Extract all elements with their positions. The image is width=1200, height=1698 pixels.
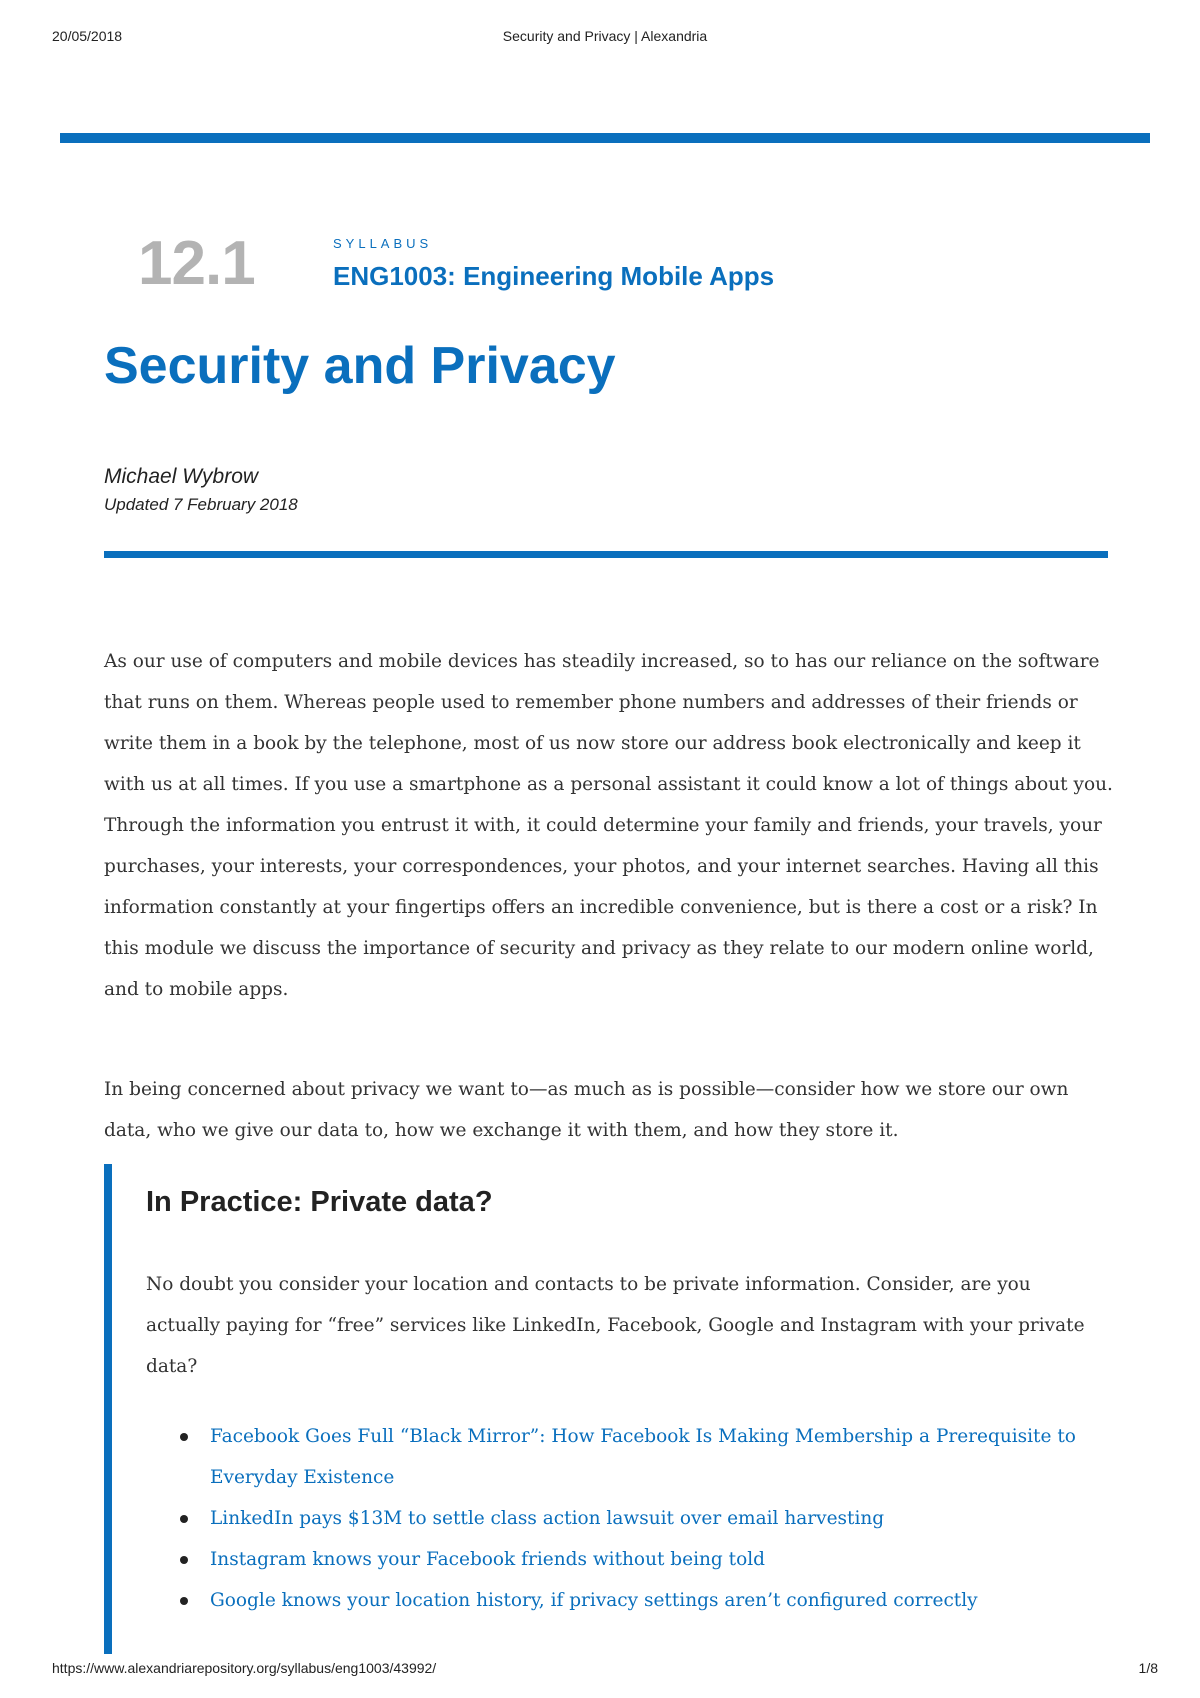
page-url: https://www.alexandriarepository.org/syllabus/eng1003/43992/ (52, 1660, 437, 1676)
list-item (146, 1539, 1096, 1580)
list-item (146, 1580, 1096, 1621)
bullet-icon (180, 1556, 188, 1564)
page-title: Security and Privacy (104, 337, 616, 395)
top-accent-bar (60, 133, 1150, 143)
header-divider (104, 551, 1108, 558)
print-header (52, 28, 1158, 48)
bullet-icon (180, 1597, 188, 1605)
author-name: Michael Wybrow (104, 465, 259, 488)
print-date: 20/05/2018 (52, 28, 123, 44)
privacy-paragraph: In being concerned about privacy we want to—as much as is possible—consider how we store our own data, who we give our data to, how we exchange it with them, and how they store it. (104, 1079, 1069, 1141)
callout-heading: In Practice: Private data? (146, 1186, 493, 1218)
linkedin-lawsuit-link[interactable]: LinkedIn pays $13M to settle class action lawsuit over email harvesting (210, 1508, 885, 1529)
google-location-link[interactable]: Google knows your location history, if privacy settings aren’t configured correctly (210, 1590, 978, 1611)
facebook-black-mirror-link[interactable]: Facebook Goes Full “Black Mirror”: How Facebook Is Making Membership a Prerequisite to Everyday Existence (210, 1426, 1076, 1488)
updated-date: Updated 7 February 2018 (104, 495, 298, 514)
bullet-icon (180, 1515, 188, 1523)
list-item (146, 1416, 1096, 1498)
intro-paragraph: As our use of computers and mobile devices has steadily increased, so to has our reliance on the software that runs on them. Whereas people used to remember phone numbers and addresses of their friends or write them in a book by the telephone, most of us now store our address book electronically and keep it with us at all times. If you use a smartphone as a personal assistant it could know a lot of things about you. Through the information you entrust it with, it could determine your family and friends, your travels, your purchases, your interests, your correspondences, your photos, and your internet searches. Having all this information constantly at your fingertips offers an incredible convenience, but is there a cost or a risk? In this module we discuss the importance of security and privacy as they relate to our modern online world, and to mobile apps. (104, 651, 1113, 1000)
instagram-friends-link[interactable]: Instagram knows your Facebook friends without being told (210, 1549, 765, 1570)
print-page-title: Security and Privacy | Alexandria (502, 28, 708, 44)
callout-link-list (146, 1416, 1096, 1621)
page-number: 1/8 (1138, 1660, 1158, 1676)
print-footer (52, 1660, 1158, 1680)
section-number: 12.1 (138, 229, 255, 298)
syllabus-label: SYLLABUS (333, 236, 433, 251)
list-item (146, 1498, 1096, 1539)
course-title-link[interactable]: ENG1003: Engineering Mobile Apps (333, 261, 775, 291)
bullet-icon (180, 1433, 188, 1441)
in-practice-callout (104, 1164, 1122, 1654)
callout-text: No doubt you consider your location and contacts to be private information. Consider, are you actually paying for “free” services like LinkedIn, Facebook, Google and Instagram with your private data? (146, 1274, 1085, 1377)
